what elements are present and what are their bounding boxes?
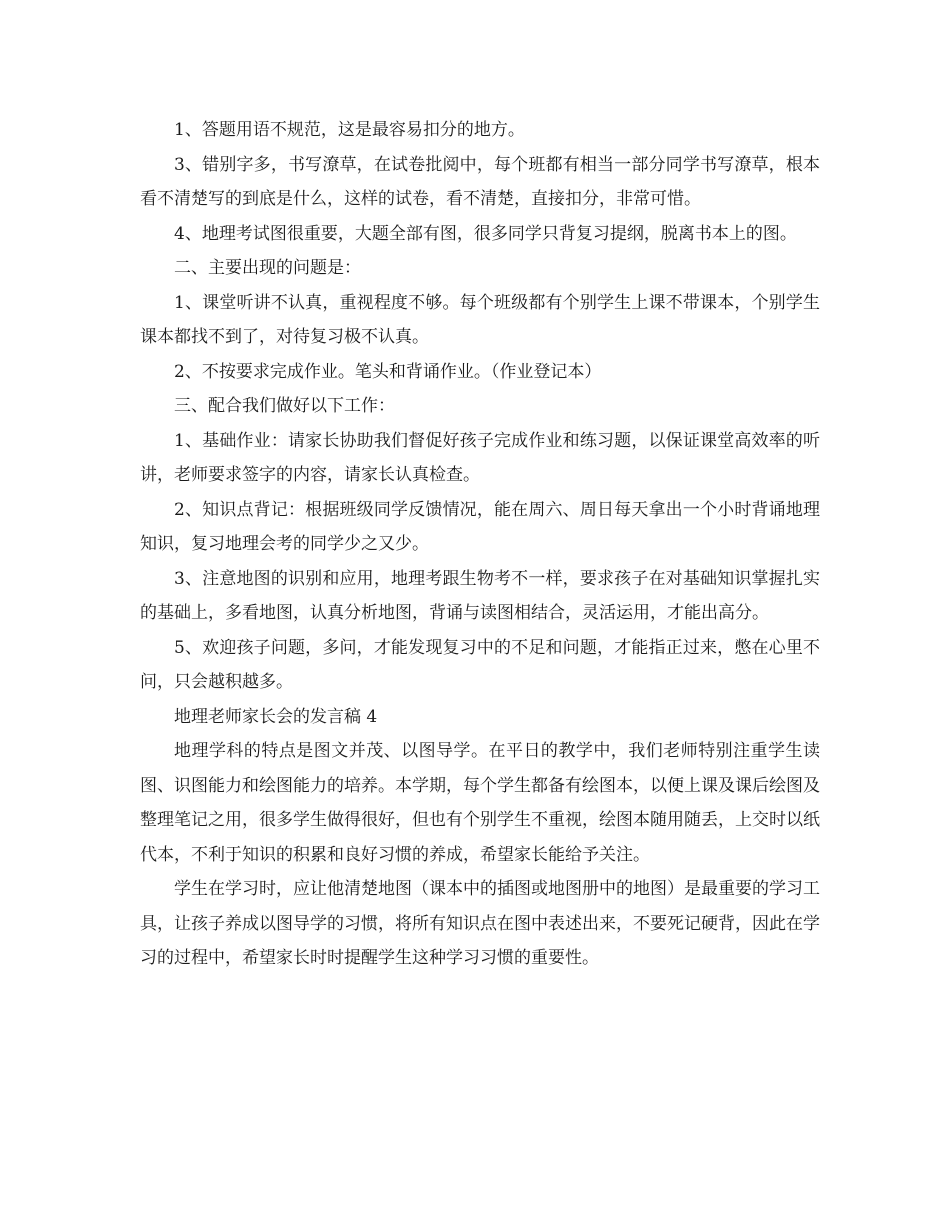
paragraph: 2、知识点背记：根据班级同学反馈情况，能在周六、周日每天拿出一个小时背诵地理知识，复习地理会考的同学少之又少。 [140,499,820,554]
document-body [140,113,820,976]
paragraph: 1、课堂听讲不认真，重视程度不够。每个班级都有个别学生上课不带课本，个别学生课本都找不到了，对待复习极不认真。 [140,292,820,347]
paragraph: 3、注意地图的识别和应用，地理考跟生物考不一样，要求孩子在对基础知识掌握扎实的基础上，多看地图，认真分析地图，背诵与读图相结合，灵活运用，才能出高分。 [140,568,820,623]
paragraph: 3、错别字多，书写潦草，在试卷批阅中，每个班都有相当一部分同学书写潦草，根本看不清楚写的到底是什么，这样的试卷，看不清楚，直接扣分，非常可惜。 [140,154,820,209]
section-heading: 三、配合我们做好以下工作： [174,396,395,416]
paragraph: 5、欢迎孩子问题，多问，才能发现复习中的不足和问题，才能指正过来，憋在心里不问，只会越积越多。 [140,637,820,692]
paragraph: 4、地理考试图很重要，大题全部有图，很多同学只背复习提纲，脱离书本上的图。 [174,223,797,244]
paragraph: 地理学科的特点是图文并茂、以图导学。在平日的教学中，我们老师特别注重学生读图、识图能力和绘图能力的培养。本学期，每个学生都备有绘图本，以便上课及课后绘图及整理笔记之用，很多学生做得很好，但也有个别学生不重视，绘图本随用随丢，上交时以纸代本，不利于知识的积累和良好习惯的养成，希望家长能给予关注。 [140,741,820,865]
paragraph: 学生在学习时，应让他清楚地图（课本中的插图或地图册中的地图）是最重要的学习工具，让孩子养成以图导学的习惯，将所有知识点在图中表述出来，不要死记硬背，因此在学习的过程中，希望家长时时提醒学生这种学习习惯的重要性。 [140,879,820,968]
section-heading: 二、主要出现的问题是： [174,258,361,278]
document-subtitle: 地理老师家长会的发言稿 4 [174,706,378,727]
paragraph: 2、不按要求完成作业。笔头和背诵作业。（作业登记本） [174,361,602,382]
paragraph: 1、答题用语不规范，这是最容易扣分的地方。 [174,120,525,140]
paragraph: 1、基础作业：请家长协助我们督促好孩子完成作业和练习题，以保证课堂高效率的听讲，老师要求签字的内容，请家长认真检查。 [140,430,820,485]
